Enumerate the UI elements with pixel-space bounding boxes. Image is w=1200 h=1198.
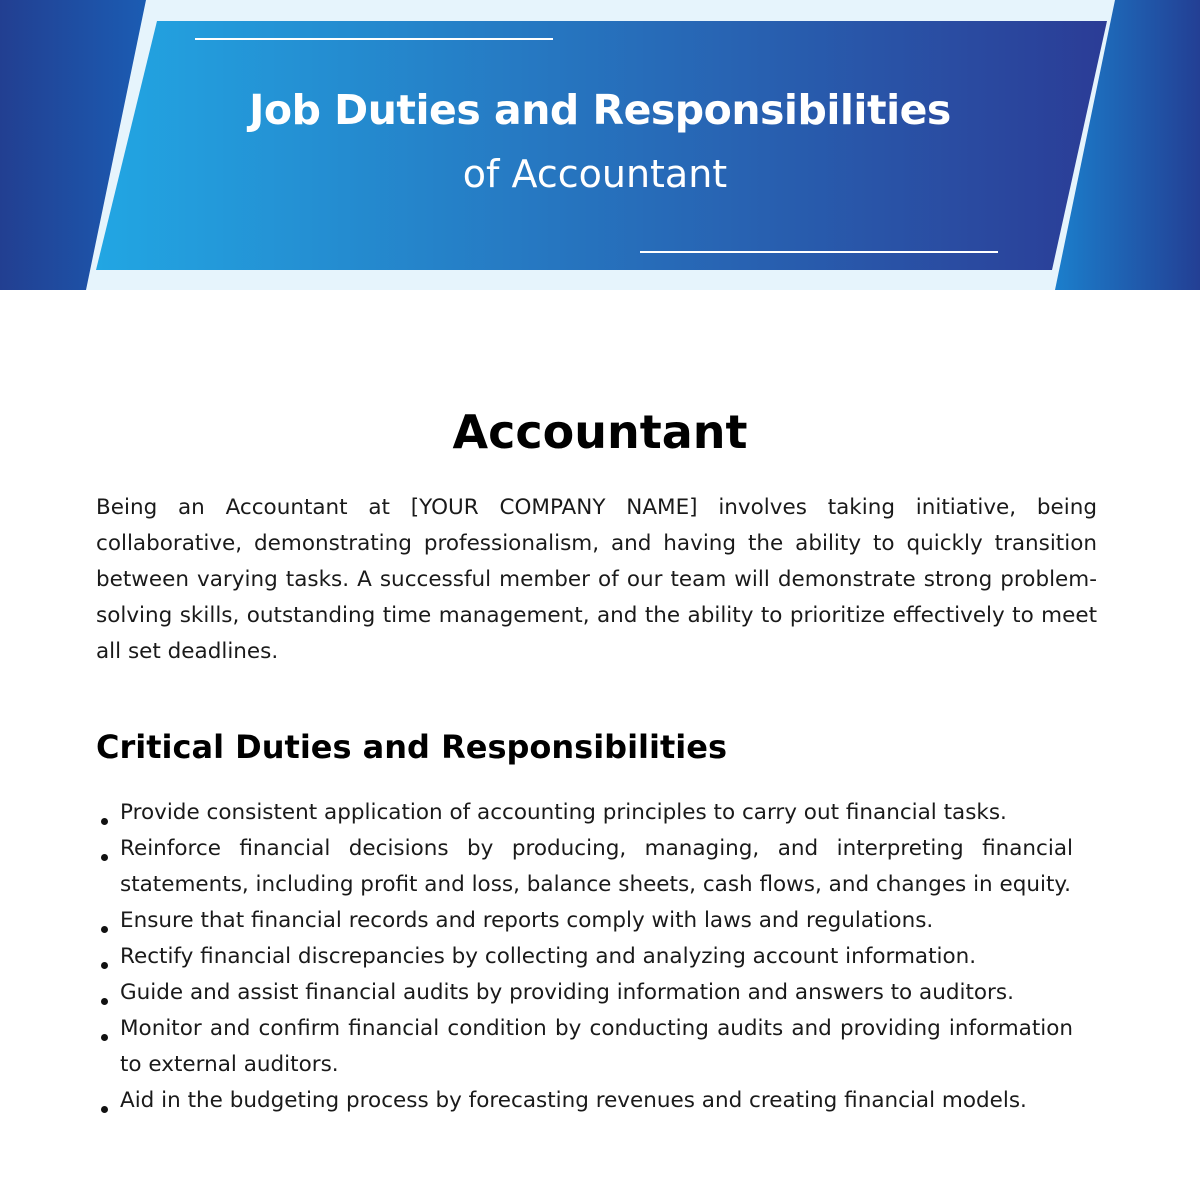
- bullet-icon: [101, 926, 108, 933]
- list-item: [96, 939, 1073, 975]
- list-item-text: Guide and assist financial audits by providing information and answers to auditors.: [120, 980, 1014, 1005]
- duties-list: [96, 795, 1073, 1119]
- list-item-text: Ensure that financial records and reports comply with laws and regulations.: [120, 908, 934, 933]
- bullet-icon: [101, 1034, 108, 1041]
- list-item: [96, 1083, 1073, 1119]
- list-item-text: Provide consistent application of accounting principles to carry out financial tasks.: [120, 800, 1007, 825]
- bullet-icon: [101, 1106, 108, 1113]
- list-item-text: Aid in the budgeting process by forecasting revenues and creating financial models.: [120, 1088, 1027, 1113]
- banner-graphic: [0, 0, 1200, 290]
- list-item-text: Monitor and confirm financial condition by conducting audits and providing information to external auditors.: [120, 1016, 1073, 1077]
- list-item: [96, 795, 1073, 831]
- banner-subtitle: of Accountant: [462, 152, 728, 196]
- list-item: [96, 831, 1073, 903]
- intro-paragraph: Being an Accountant at [YOUR COMPANY NAME] involves taking initiative, being collaborative, demonstrating professionalism, and having the ability to quickly transition between varying tasks. A successful member of our team will demonstrate strong problem-solving skills, outstanding time management, and the ability to prioritize effectively to meet all set deadlines.: [96, 495, 1097, 664]
- banner-title: Job Duties and Responsibilities: [249, 86, 951, 134]
- page-title: Accountant: [452, 405, 748, 459]
- list-item: [96, 975, 1073, 1011]
- list-item: [96, 1011, 1073, 1083]
- bullet-icon: [101, 998, 108, 1005]
- list-item-text: Reinforce financial decisions by producing, managing, and interpreting financial statements, including profit and loss, balance sheets, cash flows, and changes in equity.: [120, 836, 1073, 897]
- list-item: [96, 903, 1073, 939]
- bullet-icon: [101, 854, 108, 861]
- list-item-text: Rectify financial discrepancies by collecting and analyzing account information.: [120, 944, 977, 969]
- header-banner: [0, 0, 1200, 290]
- bullet-icon: [101, 818, 108, 825]
- bullet-icon: [101, 962, 108, 969]
- section-heading: Critical Duties and Responsibilities: [96, 728, 727, 766]
- banner-main-panel: [96, 21, 1107, 270]
